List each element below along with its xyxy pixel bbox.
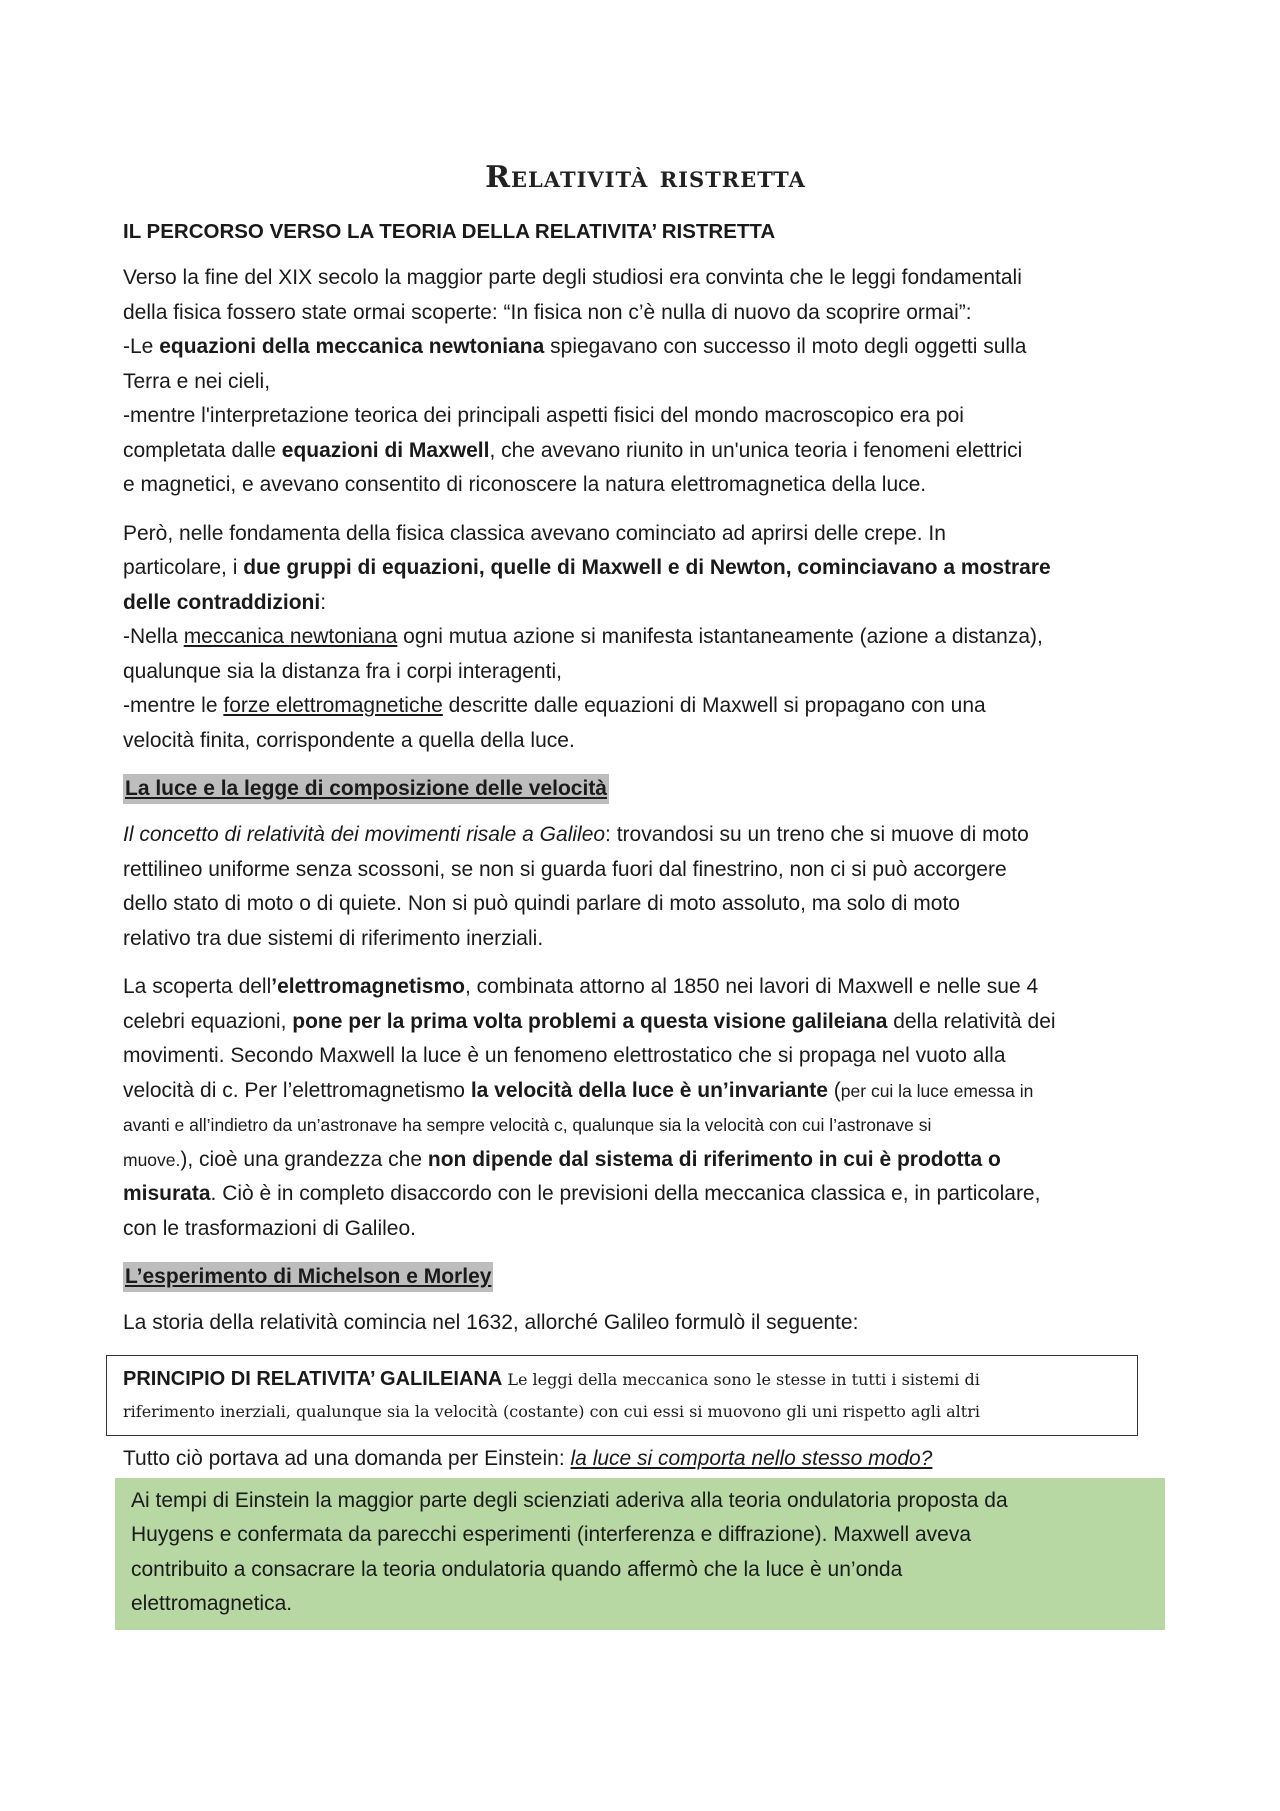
text-line (123, 330, 1168, 365)
text-line: elettromagnetica. (131, 1592, 293, 1615)
text-fragment: della relatività dei (887, 1009, 1056, 1033)
text-line: dello stato di moto o di quiete. Non si può quindi parlare di moto assoluto, ma solo di moto (123, 892, 960, 915)
bold-text: la velocità della luce è un’invariante (470, 1078, 828, 1102)
question-lead: Tutto ciò portava ad una domanda per Einstein: (123, 1446, 571, 1470)
text-fragment: completata dalle (123, 438, 282, 462)
text-line: Però, nelle fondamenta della fisica classica avevano cominciato ad aprirsi delle crepe. In (123, 521, 946, 545)
text-line (123, 551, 1168, 586)
bold-text: ’elettromagnetismo (271, 975, 465, 998)
text-line (123, 1177, 1168, 1212)
page-title: Relatività ristretta (485, 160, 806, 195)
box-title: PRINCIPIO DI RELATIVITA’ GALILEIANA (123, 1367, 503, 1390)
text-fragment: ogni mutua azione si manifesta istantaneamente (azione a distanza), (397, 625, 1043, 648)
text-fragment: -Le (123, 335, 160, 358)
text-line (123, 970, 1168, 1005)
text-line: velocità finita, corrispondente a quella della luce. (123, 728, 575, 752)
text-fragment: La scoperta dell (123, 975, 272, 998)
text-fragment: ( (827, 1078, 841, 1102)
bold-text: due gruppi di equazioni, quelle di Maxwell e di Newton, cominciavano a mostrare (243, 556, 1051, 579)
small-text: muove. (123, 1149, 181, 1170)
underlined-text: meccanica newtoniana (183, 625, 398, 648)
text-line: e magnetici, e avevano consentito di riconoscere la natura elettromagnetica della luce. (123, 473, 927, 496)
bold-text: equazioni di Maxwell (281, 438, 490, 462)
text-fragment: . Ciò è in completo disaccordo con le previsioni della meccanica classica e, in particolare, (210, 1182, 1041, 1205)
box-line (123, 1364, 1121, 1396)
section-heading-michelson: L’esperimento di Michelson e Morley (123, 1262, 493, 1292)
text-fragment: , che avevano riunito in un'unica teoria i fenomeni elettrici (489, 438, 1023, 462)
text-fragment: celebri equazioni, (123, 1009, 293, 1033)
text-line (123, 689, 1168, 724)
main-heading: IL PERCORSO VERSO LA TEORIA DELLA RELATIVITA’ RISTRETTA (123, 220, 776, 243)
text-line: rettilineo uniforme senza scossoni, se non si guarda fuori dal finestrino, non ci si può accorgere (123, 857, 1007, 881)
text-line: relativo tra due sistemi di riferimento inerziali. (123, 926, 544, 950)
bold-text: non dipende dal sistema di riferimento in cui è prodotta o (427, 1147, 1001, 1171)
text-fragment: : (320, 590, 327, 614)
text-line (123, 434, 1168, 469)
text-fragment: : trovandosi su un treno che si muove di moto (605, 823, 1029, 846)
paragraph-electromagnetism (123, 970, 1168, 1246)
paragraph-galileo (123, 818, 1168, 956)
text-fragment: particolare, i (123, 556, 244, 579)
text-line: con le trasformazioni di Galileo. (123, 1216, 416, 1240)
document-content (123, 160, 1168, 1630)
text-line: della fisica fossero state ormai scoperte: “In fisica non c’è nulla di nuovo da scoprire ormai”: (123, 300, 972, 324)
section-heading-light: La luce e la legge di composizione delle velocità (123, 774, 609, 804)
text-line: contribuito a consacrare la teoria ondulatoria quando affermò che la luce è un’onda (131, 1557, 903, 1581)
text-fragment: descritte dalle equazioni di Maxwell si propagano con una (442, 694, 986, 717)
question-text: la luce si comporta nello stesso modo? (570, 1446, 933, 1470)
text-line (123, 620, 1168, 655)
text-line (123, 1005, 1168, 1040)
text-fragment: spiegavano con successo il moto degli oggetti sulla (544, 335, 1027, 358)
bold-text: equazioni della meccanica newtoniana (159, 335, 545, 358)
italic-text: Il concetto di relatività dei movimenti risale a Galileo (123, 823, 606, 846)
paragraph-contradictions (123, 517, 1168, 759)
bold-text: pone per la prima volta problemi a questa visione galileiana (292, 1009, 888, 1033)
green-highlight-box (115, 1478, 1165, 1630)
box-text: Le leggi della meccanica sono le stesse in tutti i sistemi di (502, 1369, 980, 1389)
text-fragment: velocità di c. Per l’elettromagnetismo (123, 1078, 471, 1102)
bold-text: misurata (123, 1182, 211, 1205)
text-fragment: -Nella (123, 625, 184, 648)
underlined-text: forze elettromagnetiche (223, 694, 443, 717)
text-line (123, 1143, 1168, 1178)
text-line (123, 818, 1168, 853)
text-line: qualunque sia la distanza fra i corpi interagenti, (123, 659, 562, 683)
text-fragment: -mentre le (123, 694, 224, 717)
einstein-question (123, 1442, 1168, 1476)
text-line: Ai tempi di Einstein la maggior parte degli scienziati aderiva alla teoria ondulatoria proposta da (131, 1488, 1008, 1512)
small-text: per cui la luce emessa in (840, 1080, 1034, 1101)
text-line (123, 586, 1168, 621)
bold-text: delle contraddizioni (123, 590, 321, 614)
small-text-line: avanti e all’indietro da un’astronave ha sempre velocità c, qualunque sia la velocità con cui l’astronave si (123, 1115, 932, 1135)
text-line: Huygens e confermata da parecchi esperimenti (interferenza e diffrazione). Maxwell aveva (131, 1523, 972, 1546)
text-fragment: , combinata attorno al 1850 nei lavori di Maxwell e nelle sue 4 (464, 975, 1039, 998)
text-line: movimenti. Secondo Maxwell la luce è un fenomeno elettrostatico che si propaga nel vuoto alla (123, 1044, 1006, 1067)
text-line: -mentre l'interpretazione teorica dei principali aspetti fisici del mondo macroscopico era poi (123, 404, 964, 427)
text-fragment: ), cioè una grandezza che (180, 1147, 428, 1171)
paragraph-intro (123, 261, 1168, 503)
paragraph-history: La storia della relatività comincia nel 1632, allorché Galileo formulò il seguente: (123, 1311, 859, 1334)
text-line: Verso la fine del XIX secolo la maggior parte degli studiosi era convinta che le leggi fondamentali (123, 266, 1022, 289)
box-text: riferimento inerziali, qualunque sia la velocità (costante) con cui essi si muovono gli uni rispetto agli altri (123, 1401, 980, 1421)
principle-box (106, 1355, 1138, 1436)
text-line (123, 1074, 1168, 1109)
text-line: Terra e nei cieli, (123, 369, 271, 393)
